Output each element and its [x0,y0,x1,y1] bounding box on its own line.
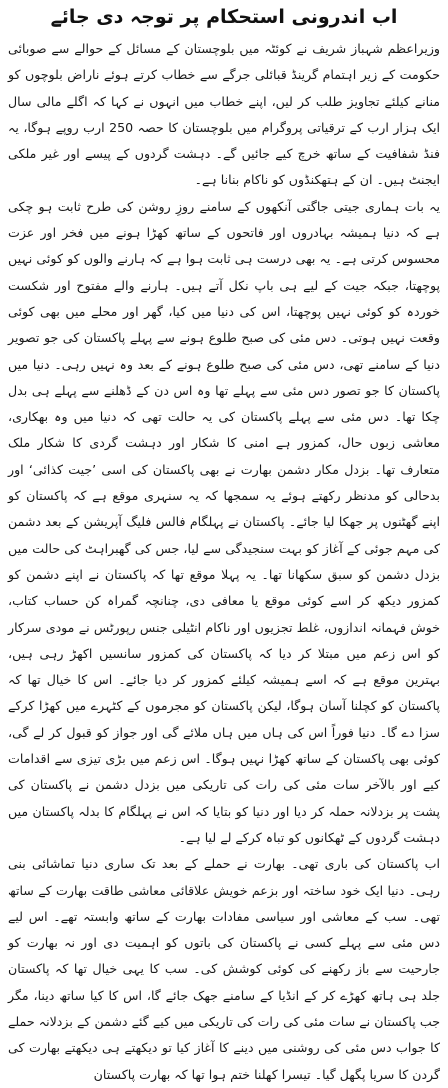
article-paragraph: وزیراعظم شہباز شریف نے کوئٹہ میں بلوچستان کے مسائل کے حوالے سے صوبائی حکومت کے زیر اہتمام گرینڈ قبائلی جرگے سے خطاب کرتے ہوئے ناراض بلوچوں کو منانے کیلئے تجاویز طلب کر لیں، اپنے خطاب میں انہوں نے کہا کہ اگلے مالی سال ایک ہزار ارب کے ترقیاتی پروگرام میں بلوچستان کا حصہ 250 ارب روپے ہوگا، یہ فنڈ شفافیت کے ساتھ خرچ کیے جائیں گے۔ دہشت گردوں کے پیسے اور غیر ملکی ایجنٹ ہیں۔ ان کے ہتھکنڈوں کو ناکام بنانا ہے۔ [8,41,440,188]
article-paragraph: یہ بات ہماری جیتی جاگتی آنکھوں کے سامنے روزِ روشن کی طرح ثابت ہو چکی ہے کہ دنیا ہمیشہ بہادروں اور فاتحوں کے ساتھ کھڑا ہونے میں فخر اور عزت محسوس کرتی ہے۔ یہ بھی درست ہی ثابت ہوا ہے کہ ہارنے والوں کو کوئی نہیں پوچھتا، جبکہ جیت کے لیے ہی باپ نکل آتے ہیں۔ ہارنے والے مفتوح اور شکست خوردہ کو کوئی نہیں پوچھتا، اس کی دنیا میں کیا، گھر اور محلے میں بھی کوئی وقعت نہیں ہوتی۔ دس مئی کی صبح طلوع ہونے سے پہلے پاکستان کی جو تصویر دنیا کے سامنے تھی، دس مئی کی صبح طلوع ہونے کے بعد وہ نہیں رہی۔ دنیا میں پاکستان کا جو تصور دس مئی سے پہلے تھا وہ اس دن کے ڈھلنے سے پہلے ہی بدل چکا تھا۔ دس مئی سے پہلے پاکستان کی یہ حالت تھی کہ دنیا میں وہ بھکاری، معاشی زبوں حال، کمزور ہے امنی کا شکار اور دہشت گردی کا شکار ملک متعارف تھا۔ بزدل مکار دشمن بھارت نے بھی پاکستان کی اسی ’جیت کذائی‘ اور بدحالی کو مدنظر رکھتے ہوئے یہ سمجھا کہ یہ سنہری موقع ہے کہ پاکستان کو اپنے گھٹنوں پر جھکا لیا جائے۔ پاکستان نے پہلگام فالس فلیگ آپریشن کے بعد دشمن کی مہم جوئی کے آغاز کو بہت سنجیدگی سے لیا، جس کی گھبراہٹ کی حالت میں بزدل دشمن کو سبق سکھانا تھا۔ یہ پہلا موقع تھا کہ پاکستان نے اپنے دشمن کو کمزور دیکھ کر اسے کوئی موقع یا معافی دی، چنانچہ گمراہ کن حساب کتاب، خوش فہمانہ اندازوں، غلط تجزیوں اور ناکام انٹیلی جنس رپورٹس نے مودی سرکار کو اس زعم میں مبتلا کر دیا کہ پاکستان کی کمزور سانسیں اکھڑ رہی ہیں، بہترین موقع ہے کہ اسے ہمیشہ کیلئے کمزور کر دیا جائے۔ اس کا خیال تھا کہ پاکستان کو کچلنا آسان ہوگا، لیکن پاکستان کو مجرموں کے کٹہرے میں کھڑا کرکے سزا دے گا۔ دنیا فوراً اس کی ہاں میں ہاں ملائے گی اور جواز کو قبول کر لے گی، کوئی بھی پاکستان کے ساتھ کھڑا نہیں ہوگا۔ اس زعم میں بڑی تیزی سے اقدامات کیے اور بالآخر سات مئی کی رات کی تاریکی میں بزدل دشمن نے پاکستان کی پشت پر بزدلانہ حملہ کر دیا اور دنیا کو بتایا کہ اس نے پہلگام کا بدلہ پاکستان میں دہشت گردوں کے ٹھکانوں کو تباہ کرکے لے لیا ہے۔ [8,198,440,845]
article-headline: اب اندرونی استحکام پر توجہ دی جائے [50,6,398,28]
article-paragraph: اب پاکستان کی باری تھی۔ بھارت نے حملے کے بعد تک ساری دنیا تماشائی بنی رہی۔ دنیا ایک خود ساختہ اور بزعم خویش علاقائی معاشی طاقت بھارت کے ساتھ تھی۔ سب کے معاشی اور سیاسی مفادات بھارت کے ساتھ وابستہ تھے۔ اس لیے دس مئی سے پہلے کسی نے پاکستان کی باتوں کو اہمیت دی اور نہ بھارت کو جارحیت سے باز رکھنے کی کوئی کوشش کی۔ سب کا یہی خیال تھا کہ پاکستان جلد ہی ہاتھ کھڑے کر کے انڈیا کے سامنے جھک جائے گا، اس کا کیا ساتھ دینا، مگر جب پاکستان نے سات مئی کی رات کی تاریکی میں کیے گئے دشمن کے بزدلانہ حملے کا جواب دس مئی کی روشنی میں دینے کا آغاز کیا تو دیکھتے ہی دیکھتے بھارت کی گردن کا سریا پگھل گیا۔ تیسرا کھلنا ختم ہوا تھا کہ بھارت پاکستان [8,856,440,1082]
article [8,4,440,1088]
